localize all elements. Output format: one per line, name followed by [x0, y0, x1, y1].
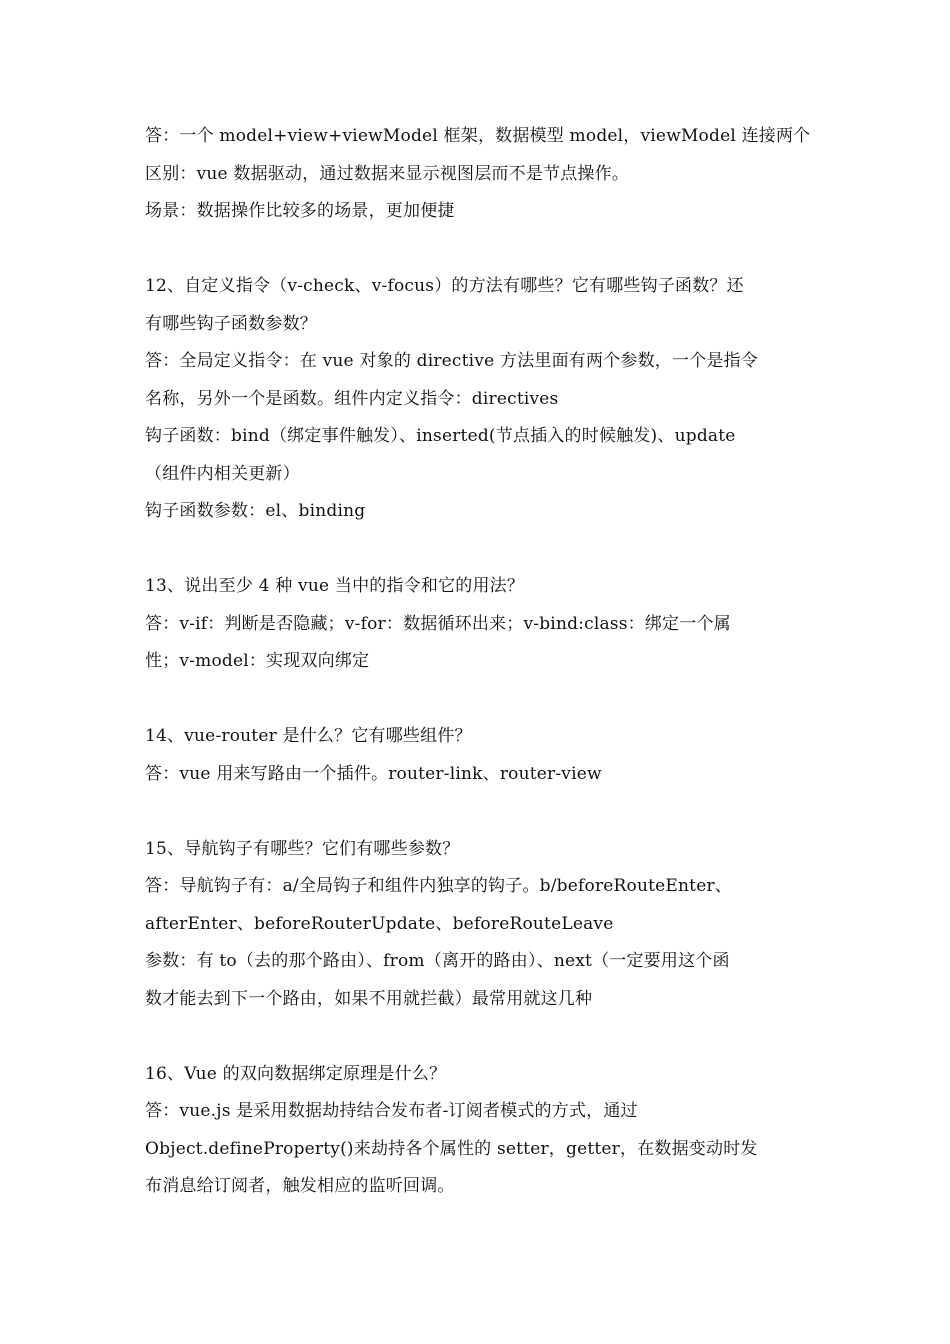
- answer-line: 答：一个 model+view+viewModel 框架，数据模型 model，viewModel 连接两个: [145, 126, 811, 146]
- question-line: 有哪些钩子函数参数？: [145, 313, 317, 334]
- answer-line: 性；v-model：实现双向绑定: [145, 651, 370, 671]
- section-gap: [145, 681, 825, 719]
- section-gap: [145, 531, 825, 569]
- answer-line: （组件内相关更新）: [145, 463, 300, 484]
- answer-line: Object.defineProperty()来劫持各个属性的 setter，getter，在数据变动时发: [145, 1138, 758, 1159]
- question-line: 15、导航钩子有哪些？它们有哪些参数？: [145, 838, 460, 859]
- question-12: [145, 268, 825, 531]
- difference-line: 区别：vue 数据驱动，通过数据来显示视图层而不是节点操作。: [145, 163, 630, 184]
- section-gap: [145, 793, 825, 831]
- scenario-line: 场景：数据操作比较多的场景，更加便捷: [145, 201, 455, 221]
- question-15: [145, 831, 825, 1019]
- answer-line: 答：vue 用来写路由一个插件。router-link、router-view: [145, 763, 602, 784]
- question-line: 14、vue-router 是什么？它有哪些组件？: [145, 726, 472, 746]
- question-16: [145, 1056, 825, 1206]
- question-line: 16、Vue 的双向数据绑定原理是什么？: [145, 1063, 447, 1084]
- question-13: [145, 568, 825, 681]
- question-line: 13、说出至少 4 种 vue 当中的指令和它的用法？: [145, 576, 525, 596]
- answer-line: 名称，另外一个是函数。组件内定义指令：directives: [145, 388, 559, 409]
- answer-line: 布消息给订阅者，触发相应的监听回调。: [145, 1176, 455, 1196]
- section-gap: [145, 231, 825, 269]
- answer-line: 答：导航钩子有：a/全局钩子和组件内独享的钩子。b/beforeRouteEnter、: [145, 876, 732, 896]
- answer-line: 答：全局定义指令：在 vue 对象的 directive 方法里面有两个参数，一个是指令: [145, 351, 758, 371]
- answer-line: 答：v-if：判断是否隐藏；v-for：数据循环出来；v-bind:class：绑定一个属: [145, 613, 731, 634]
- answer-line: 钩子函数参数：el、binding: [145, 501, 366, 521]
- answer-line: 钩子函数：bind（绑定事件触发）、inserted(节点插入的时候触发)、update: [145, 426, 736, 446]
- answer-line: 数才能去到下一个路由，如果不用就拦截）最常用就这几种: [145, 988, 593, 1009]
- answer-line: afterEnter、beforeRouterUpdate、beforeRouteLeave: [145, 913, 614, 934]
- answer-line: 答：vue.js 是采用数据劫持结合发布者-订阅者模式的方式，通过: [145, 1101, 638, 1121]
- question-14: [145, 718, 825, 793]
- document-page: [145, 118, 825, 1206]
- answer-line: 参数：有 to（去的那个路由）、from（离开的路由）、next（一定要用这个函: [145, 951, 730, 971]
- section-gap: [145, 1018, 825, 1056]
- question-line: 12、自定义指令（v-check、v-focus）的方法有哪些？它有哪些钩子函数？还: [145, 276, 744, 296]
- intro-answer: [145, 118, 825, 231]
